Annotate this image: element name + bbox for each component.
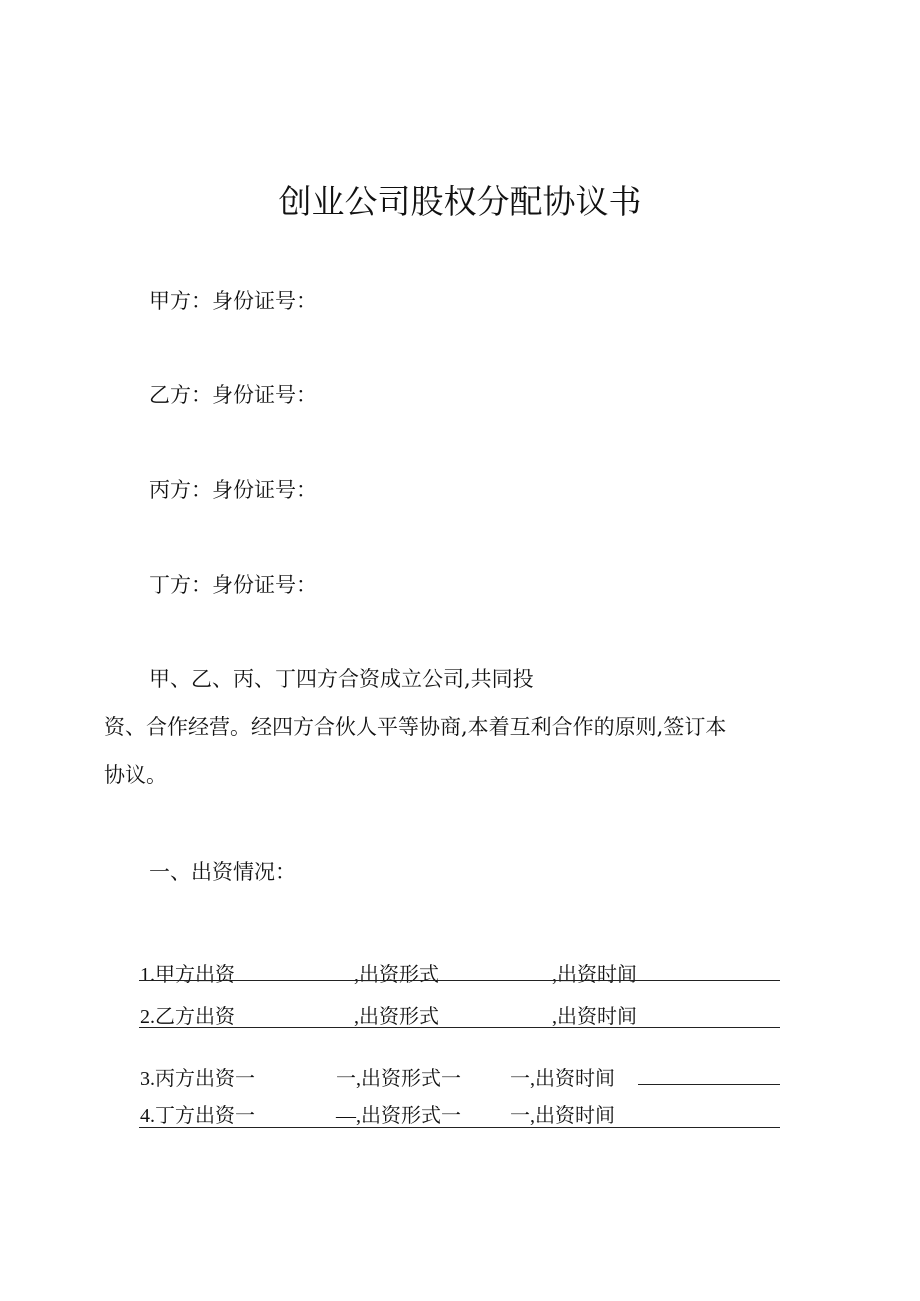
- underline-row-d: [139, 1127, 780, 1128]
- party-b-line: 乙方：身份证号：: [149, 383, 317, 407]
- investment-form: ,出资形式: [354, 1006, 439, 1028]
- investment-form: ,出资形式: [354, 964, 439, 986]
- party-d-line: 丁方：身份证号：: [149, 573, 317, 597]
- party-c-line: 丙方：身份证号：: [149, 478, 317, 502]
- investment-time: 一,出资时间: [510, 1105, 615, 1127]
- investment-time: 一,出资时间: [510, 1068, 615, 1090]
- underline-row-a: [139, 980, 780, 981]
- section-heading-investment: 一、出资情况：: [149, 860, 296, 884]
- investment-party: 4.丁方出资一: [140, 1105, 255, 1127]
- investment-row-c: [140, 1062, 780, 1092]
- investment-party: 3.丙方出资一: [140, 1068, 255, 1090]
- intro-line-1: 甲、乙、丙、丁四方合资成立公司,共同投: [149, 667, 534, 691]
- intro-line-2: 资、合作经营。经四方合伙人平等协商,本着互利合作的原则,签订本: [104, 715, 727, 739]
- underline-row-b: [139, 1027, 780, 1028]
- investment-party: 1.甲方出资: [140, 964, 235, 986]
- investment-form: —,出资形式一: [336, 1105, 461, 1127]
- underline-time-c: [638, 1084, 780, 1085]
- investment-row-b: [140, 1000, 780, 1030]
- investment-row-a: [140, 958, 780, 988]
- investment-form: 一,出资形式一: [336, 1068, 461, 1090]
- party-a-line: 甲方：身份证号：: [149, 289, 317, 313]
- document-title: 创业公司股权分配协议书: [278, 182, 642, 221]
- investment-time: ,出资时间: [552, 964, 637, 986]
- intro-line-3: 协议。: [104, 763, 167, 787]
- investment-row-d: [140, 1099, 780, 1129]
- investment-party: 2.乙方出资: [140, 1006, 235, 1028]
- investment-time: ,出资时间: [552, 1006, 637, 1028]
